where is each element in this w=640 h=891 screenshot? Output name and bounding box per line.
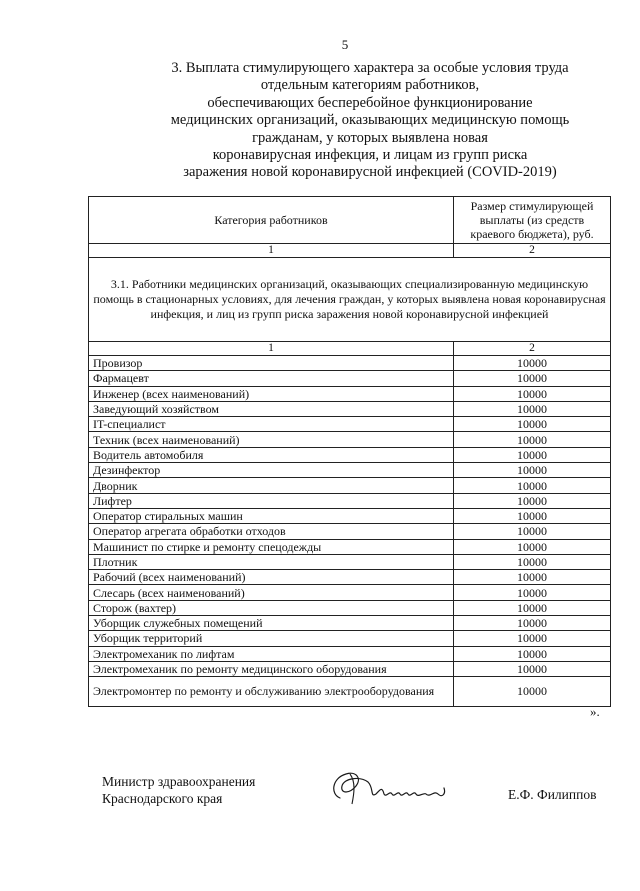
payment-amount: 10000 <box>454 539 611 554</box>
title-line: гражданам, у которых выявлена новая <box>252 129 488 146</box>
worker-category: Электромеханик по ремонту медицинского оборудования <box>89 661 454 676</box>
section-title <box>150 60 590 182</box>
worker-category: Слесарь (всех наименований) <box>89 585 454 600</box>
worker-category: Дезинфектор <box>89 463 454 478</box>
worker-category: Машинист по стирке и ремонту спецодежды <box>89 539 454 554</box>
payment-amount: 10000 <box>454 616 611 631</box>
worker-category: Заведующий хозяйством <box>89 401 454 416</box>
worker-category: Уборщик территорий <box>89 631 454 646</box>
payment-amount: 10000 <box>454 401 611 416</box>
payment-amount: 10000 <box>454 478 611 493</box>
payment-amount: 10000 <box>454 661 611 676</box>
title-line: 3. Выплата стимулирующего характера за особые условия труда <box>171 60 569 76</box>
title-line: медицинских организаций, оказывающих медицинскую помощь <box>170 112 570 129</box>
payment-amount: 10000 <box>454 524 611 539</box>
payment-amount: 10000 <box>454 677 611 707</box>
payment-amount: 10000 <box>454 493 611 508</box>
table-row <box>89 600 611 615</box>
table-row <box>89 478 611 493</box>
worker-category: Фармацевт <box>89 371 454 386</box>
position-line: Министр здравоохранения <box>102 774 256 789</box>
payment-amount: 10000 <box>454 447 611 462</box>
column-numbers-row <box>89 244 611 258</box>
payment-amount: 10000 <box>454 417 611 432</box>
table-row <box>89 463 611 478</box>
table-row <box>89 677 611 707</box>
worker-category: Оператор агрегата обработки отходов <box>89 524 454 539</box>
table-row <box>89 401 611 416</box>
table-header-row <box>89 197 611 244</box>
payment-amount: 10000 <box>454 646 611 661</box>
payments-table <box>88 196 611 707</box>
worker-category: Водитель автомобиля <box>89 447 454 462</box>
payment-amount: 10000 <box>454 631 611 646</box>
table-row <box>89 585 611 600</box>
signatory-position <box>102 773 255 807</box>
title-line: отдельным категориям работников, <box>260 77 480 94</box>
subsection-heading: 3.1. Работники медицинских организаций, оказывающих специализированную медицинскую помощь в стационарных условиях, для лечения граждан, у которых выявлена новая коронавирусная инфекция, и лиц из групп риска заражения новой коронавирусной инфекцией <box>89 258 611 342</box>
table-row <box>89 386 611 401</box>
table-row <box>89 570 611 585</box>
table-row <box>89 616 611 631</box>
column-numbers-row <box>89 342 611 356</box>
page-number: 5 <box>341 37 349 52</box>
payment-amount: 10000 <box>454 600 611 615</box>
worker-category: Дворник <box>89 478 454 493</box>
column-number: 2 <box>454 244 611 258</box>
table-row <box>89 661 611 676</box>
payment-amount: 10000 <box>454 356 611 371</box>
subsection-row <box>89 258 611 342</box>
position-line: Краснодарского края <box>102 791 223 806</box>
payment-amount: 10000 <box>454 508 611 523</box>
worker-category: Уборщик служебных помещений <box>89 616 454 631</box>
column-number: 2 <box>454 342 611 356</box>
worker-category: Плотник <box>89 554 454 569</box>
table-row <box>89 508 611 523</box>
payment-amount: 10000 <box>454 463 611 478</box>
handwritten-signature <box>326 764 456 814</box>
closing-mark: ». <box>590 704 600 719</box>
header-amount: Размер стимулирующей выплаты (из средств краевого бюджета), руб. <box>454 197 611 244</box>
payment-amount: 10000 <box>454 371 611 386</box>
worker-category: Электромеханик по лифтам <box>89 646 454 661</box>
payment-amount: 10000 <box>454 386 611 401</box>
table-row <box>89 447 611 462</box>
table-row <box>89 554 611 569</box>
payment-amount: 10000 <box>454 585 611 600</box>
worker-category: IT-специалист <box>89 417 454 432</box>
table-row <box>89 646 611 661</box>
table-row <box>89 539 611 554</box>
title-line: коронавирусная инфекция, и лицам из групп риска <box>212 147 528 164</box>
worker-category: Оператор стиральных машин <box>89 508 454 523</box>
worker-category: Лифтер <box>89 493 454 508</box>
title-line: обеспечивающих бесперебойное функционирование <box>207 94 533 111</box>
payment-amount: 10000 <box>454 432 611 447</box>
table-row <box>89 524 611 539</box>
worker-category: Техник (всех наименований) <box>89 432 454 447</box>
payment-amount: 10000 <box>454 570 611 585</box>
title-line: заражения новой коронавирусной инфекцией (COVID-2019) <box>183 164 557 181</box>
worker-category: Электромонтер по ремонту и обслуживанию электрооборудования <box>89 677 454 707</box>
table-row <box>89 432 611 447</box>
column-number: 1 <box>89 244 454 258</box>
header-category: Категория работников <box>89 197 454 244</box>
table-row <box>89 631 611 646</box>
worker-category: Инженер (всех наименований) <box>89 386 454 401</box>
table-row <box>89 417 611 432</box>
payment-amount: 10000 <box>454 554 611 569</box>
column-number: 1 <box>89 342 454 356</box>
table-row <box>89 371 611 386</box>
worker-category: Рабочий (всех наименований) <box>89 570 454 585</box>
signatory-name: Е.Ф. Филиппов <box>508 787 597 802</box>
worker-category: Провизор <box>89 356 454 371</box>
worker-category: Сторож (вахтер) <box>89 600 454 615</box>
table-row <box>89 493 611 508</box>
table-row <box>89 356 611 371</box>
